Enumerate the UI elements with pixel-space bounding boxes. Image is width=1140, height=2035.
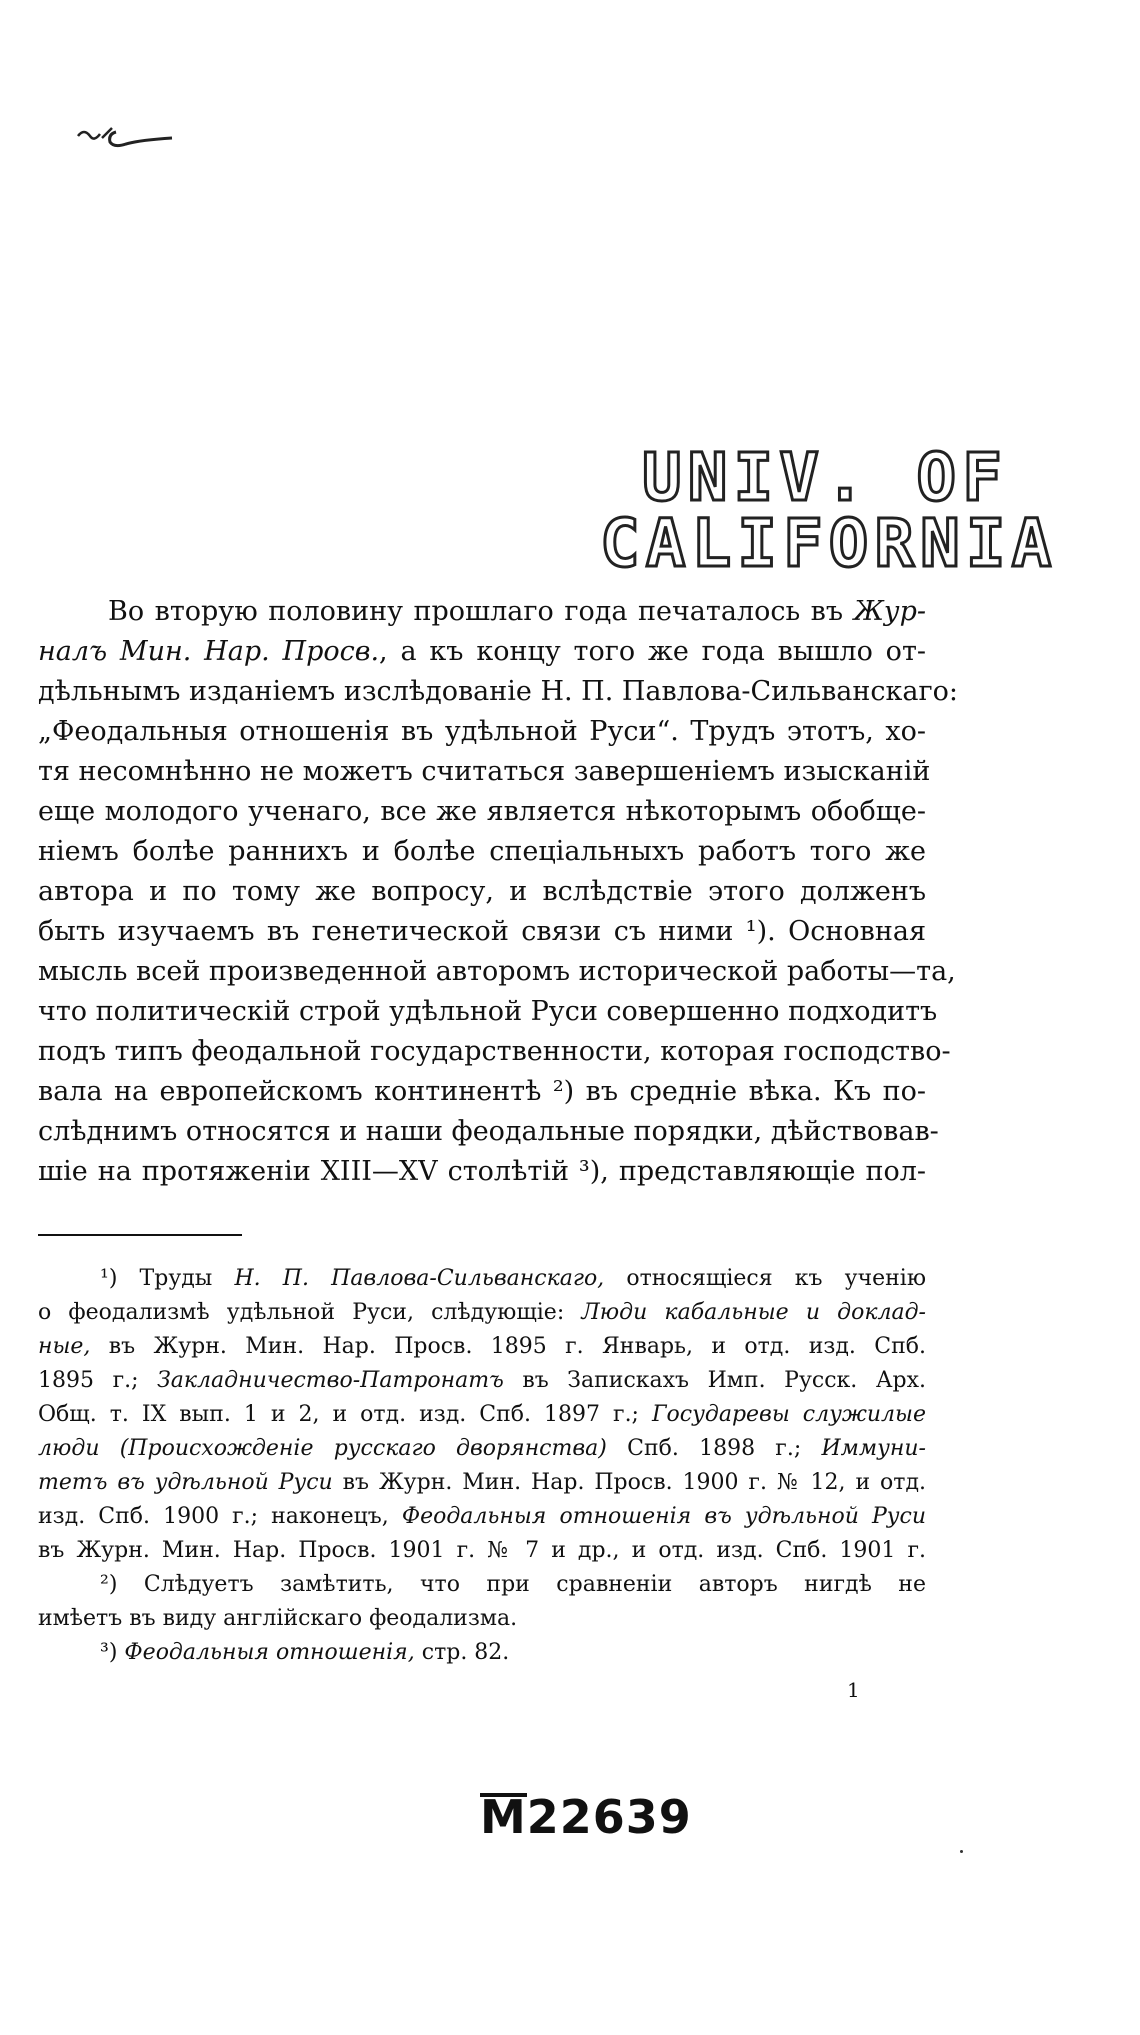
text-segment: Во вторую половину прошлаго года печаталось въ [108, 596, 854, 627]
text-segment: 1895 г.; [38, 1368, 158, 1393]
text-segment: въ Журн. Мин. Нар. Просв. 1895 г. Январь, и отд. изд. Спб. [90, 1334, 926, 1359]
shelf-mark-number: 22639 [526, 1790, 692, 1844]
body-line [38, 992, 938, 1032]
footnote-rule [38, 1234, 242, 1236]
text-segment: ²) Слѣдуетъ замѣтить, что при сравненіи авторъ нигдѣ не [100, 1572, 926, 1597]
italic-segment: Государевы служилые [651, 1402, 926, 1427]
text-segment: имѣетъ въ виду англійскаго феодализма. [38, 1606, 518, 1631]
text-segment: ніемъ болѣе раннихъ и болѣе спеціальныхъ работъ того же [38, 836, 926, 867]
text-segment: Спб. 1898 г.; [606, 1436, 822, 1461]
footnote-line [38, 1398, 926, 1432]
text-segment: въ Журн. Мин. Нар. Просв. 1901 г. № 7 и др., и отд. изд. Спб. 1901 г. [38, 1538, 926, 1563]
body-line [38, 832, 926, 872]
text-segment: подъ типъ феодальной государственности, которая господство- [38, 1036, 951, 1067]
footnote-line [38, 1602, 926, 1636]
footnote-line [38, 1330, 926, 1364]
body-line [38, 752, 931, 792]
italic-segment: люди (Происхожденіе русскаго дворянства) [38, 1436, 607, 1461]
text-segment: въ Запискахъ Имп. Русск. Арх. [503, 1368, 926, 1393]
body-line [38, 1072, 926, 1112]
footnote-line [38, 1636, 926, 1670]
shelf-mark [480, 1790, 692, 1844]
text-segment: быть изучаемъ въ генетической связи съ ними ¹). Основная [38, 916, 926, 947]
text-segment: шіе на протяженіи XIII—XV столѣтій ³), представляющіе пол- [38, 1156, 926, 1187]
stamp-line-1: UNIV. OF [642, 439, 1008, 516]
italic-segment: Люди кабальные и доклад- [581, 1300, 926, 1325]
text-segment: относящіеся къ ученію [604, 1266, 926, 1291]
shelf-mark-prefix: M [480, 1790, 527, 1844]
footnote-line [38, 1500, 926, 1534]
text-segment: , а къ концу того же года вышло от- [379, 636, 926, 667]
footnote-line [38, 1432, 926, 1466]
italic-segment: Феодальныя отношенія, [124, 1640, 415, 1665]
text-segment: ¹) Труды [100, 1266, 235, 1291]
speck [960, 1850, 963, 1853]
text-segment: Общ. т. IX вып. 1 и 2, и отд. изд. Спб. 1897 г.; [38, 1402, 652, 1427]
body-line [38, 712, 926, 752]
text-segment: стр. 82. [414, 1640, 510, 1665]
text-segment: „Феодальныя отношенія въ удѣльной Руси“. Трудъ этотъ, хо- [38, 716, 926, 747]
text-segment: ³) [100, 1640, 125, 1665]
body-line [38, 632, 926, 672]
body-line [38, 792, 926, 832]
body-line [38, 1032, 951, 1072]
text-segment: о феодализмѣ удѣльной Руси, слѣдующіе: [38, 1300, 582, 1325]
italic-segment: Иммуни- [821, 1436, 926, 1461]
text-segment: тя несомнѣнно не можетъ считаться завершеніемъ изысканій [38, 756, 931, 787]
footnote-line [38, 1534, 926, 1568]
italic-segment: ные, [38, 1334, 91, 1359]
text-segment: вала на европейскомъ континентѣ ²) въ средніе вѣка. Къ по- [38, 1076, 926, 1107]
italic-segment: налъ Мин. Нар. Просв. [38, 636, 380, 667]
italic-segment: Н. П. Павлова-Сильванскаго, [234, 1266, 605, 1291]
stamp-line-2: CALIFORNIA [600, 505, 1058, 582]
text-segment: слѣднимъ относятся и наши феодальные порядки, дѣйствовав- [38, 1116, 939, 1147]
body-line [38, 1152, 926, 1192]
body-line [38, 952, 956, 992]
main-text [38, 592, 958, 1192]
italic-segment: Феодальныя отношенія въ удѣльной Руси [401, 1504, 926, 1529]
text-segment: дѣльнымъ изданіемъ изслѣдованіе Н. П. Павлова-Сильванскаго: [38, 676, 958, 707]
body-line [38, 1112, 939, 1152]
italic-segment: Жур- [853, 596, 926, 627]
text-segment: мысль всей произведенной авторомъ исторической работы—та, [38, 956, 956, 987]
italic-segment: тетъ въ удѣльной Руси [38, 1470, 333, 1495]
body-line [38, 912, 926, 952]
library-perforated-stamp [600, 439, 1058, 582]
handwritten-mark [76, 112, 176, 152]
footnote-line [38, 1466, 926, 1500]
italic-segment: Закладничество-Патронатъ [157, 1368, 504, 1393]
body-line [38, 872, 926, 912]
text-segment: что политическій строй удѣльной Руси совершенно подходитъ [38, 996, 938, 1027]
page-number: 1 [847, 1678, 860, 1702]
footnote-line [38, 1364, 926, 1398]
body-line [38, 592, 926, 632]
footnote-line [38, 1568, 926, 1602]
text-segment: изд. Спб. 1900 г.; наконецъ, [38, 1504, 402, 1529]
text-segment: еще молодого ученаго, все же является нѣкоторымъ обобще- [38, 796, 926, 827]
footnote-line [38, 1296, 926, 1330]
footnote-line [38, 1262, 926, 1296]
footnotes [38, 1262, 926, 1670]
body-line [38, 672, 958, 712]
text-segment: автора и по тому же вопросу, и вслѣдствіе этого долженъ [38, 876, 926, 907]
text-segment: въ Журн. Мин. Нар. Просв. 1900 г. № 12, и отд. [332, 1470, 926, 1495]
